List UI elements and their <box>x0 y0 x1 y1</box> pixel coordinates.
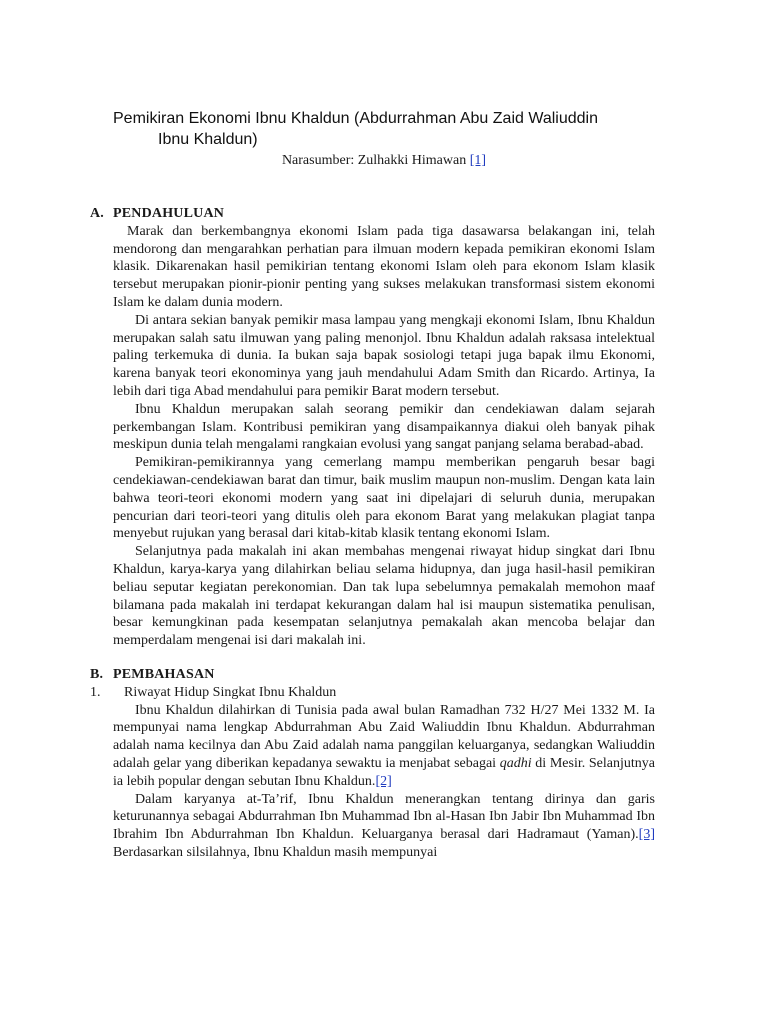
section-heading-pembahasan <box>90 666 655 684</box>
footnote-link-2[interactable]: [2] <box>375 773 392 789</box>
subsection-title: Riwayat Hidup Singkat Ibnu Khaldun <box>124 684 337 700</box>
paragraph-text: Berdasarkan silsilahnya, Ibnu Khaldun masih mempunyai <box>113 844 438 860</box>
paragraph: Ibnu Khaldun merupakan salah seorang pemikir dan cendekiawan dalam sejarah perkembangan Islam. Kontribusi pemikiran yang disampaikannya diakui oleh banyak pihak meskipun dunia telah mengalami rangkaian evolusi yang sangat panjang selama berabad-abad. <box>113 401 655 453</box>
paragraph: Pemikiran-pemikirannya yang cemerlang mampu memberikan pengaruh besar bagi cendekiawan-cendekiawan barat dan timur, baik muslim maupun non-muslim. Dengan kata lain bahwa teori-teori ekonomi modern yang saat ini dipelajari di seluruh dunia, merupakan pencurian dari teori-teori yang ditulis oleh para ekonom Barat yang melakukan plagiat tanpa menyebut rujukan yang berasal dari kitab-kitab klasik tentang ekonomi Islam. <box>113 455 655 542</box>
paragraph-text: Ibnu Khaldun dilahirkan di Tunisia pada awal bulan Ramadhan 732 H/27 Mei 1332 M. Ia mempunyai nama lengkap Abdurrahman Abu Zaid Waliuddin Ibnu Khaldun. Abdurrahman adalah nama kecilnya dan Abu Zaid adalah nama panggilan keluarganya, sedangkan Waliuddin adalah gelar yang diberikan kepadanya sewaktu ia menjabat sebagai <box>113 702 655 771</box>
section-title: PENDAHULUAN <box>113 206 225 221</box>
paragraph: Marak dan berkembangnya ekonomi Islam pada tiga dasawarsa belakangan ini, telah mendorong dan mengarahkan perhatian para ilmuan modern kepada pemikiran ekonomi Islam klasik. Dikarenakan hasil pemikirian tentang ekonomi Islam oleh para ekonom Islam klasik tersebut merupakan pionir-pionir penting yang sukses melakukan transformasi sistem ekonomi Islam ke dalam dunia modern. <box>113 223 655 310</box>
section-number: B. <box>90 666 104 682</box>
document-title <box>113 108 673 150</box>
title-line-1: Pemikiran Ekonomi Ibnu Khaldun (Abdurrahman Abu Zaid Waliuddin <box>113 110 599 127</box>
section-title: PEMBAHASAN <box>113 666 215 682</box>
footnote-link-1[interactable]: [1] <box>469 153 487 168</box>
paragraph: Di antara sekian banyak pemikir masa lampau yang mengkaji ekonomi Islam, Ibnu Khaldun merupakan salah satu ilmuwan yang paling menonjol. Ibnu Khaldun adalah raksasa intelektual paling terkemuka di dunia. Ia bukan saja bapak sosiologi tetapi juga bapak ilmu Ekonomi, karena banyak teori ekonominya yang jauh mendahului Adam Smith dan Ricardo. Artinya, Ia lebih dari tiga Abad mendahului para pemikir Barat modern tersebut. <box>113 312 655 399</box>
section-number: A. <box>90 206 105 221</box>
document-body <box>90 205 655 862</box>
paragraph-text: di Mesir. Selanjutnya ia lebih popular dengan sebutan Ibnu Khaldun. <box>113 755 655 789</box>
byline-text: Narasumber: Zulhakki Himawan <box>281 153 470 168</box>
footnote-link-3[interactable]: [3] <box>638 827 655 843</box>
italic-term: qadhi <box>499 755 532 771</box>
subsection-heading <box>90 684 655 702</box>
paragraph-text: Dalam karyanya at-Ta’rif, Ibnu Khaldun menerangkan tentang dirinya dan garis keturunannya sebagai Abdurrahman Ibn Muhammad Ibn al-Hasan Ibn Jabir Ibn Muhammad Ibn Ibrahim Ibn Abdurrahman Ibn Khaldun. Keluarganya berasal dari Hadramaut (Yaman). <box>113 791 655 843</box>
subsection-number: 1. <box>90 684 101 700</box>
byline <box>113 152 655 170</box>
section-heading-pendahuluan <box>90 205 655 223</box>
paragraph <box>113 791 655 862</box>
paragraph <box>113 702 655 791</box>
paragraph: Selanjutnya pada makalah ini akan membahas mengenai riwayat hidup singkat dari Ibnu Khaldun, karya-karya yang dilahirkan beliau selama hidupnya, dan juga hasil-hasil pemikiran beliau seputar kegiatan perekonomian. Dan tak lupa sebelumnya pemakalah memohon maaf bilamana pada makalah ini terdapat kekurangan dalam hal isi maupun sistematika penulisan, besar kemungkinan pada kesempatan selanjutnya pemakalah akan mencoba belajar dan memperdalam mengenai isi dari makalah ini. <box>113 544 655 649</box>
title-line-2: Ibnu Khaldun) <box>158 131 258 148</box>
